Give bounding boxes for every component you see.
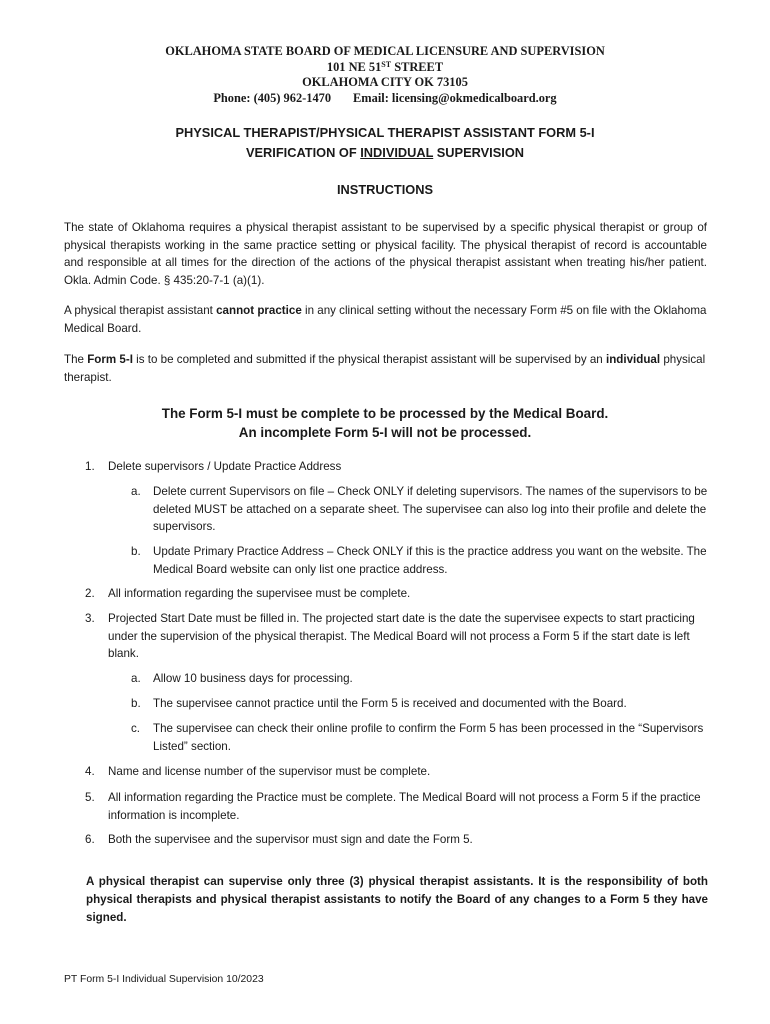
completion-notice [0, 404, 770, 442]
street-ordinal: ST [381, 59, 392, 69]
contact-line [0, 91, 770, 107]
instructions-heading: INSTRUCTIONS [337, 182, 433, 197]
list-text: All information regarding the supervisee must be complete. [108, 587, 411, 600]
bold-text: Form 5-I [87, 353, 133, 366]
form-title-line2 [0, 143, 770, 163]
form-title-line1: PHYSICAL THERAPIST/PHYSICAL THERAPIST ASSISTANT FORM 5-I [175, 125, 595, 140]
street-name: STREET [391, 59, 444, 74]
form-title [0, 123, 770, 162]
list-text: The supervisee can check their online profile to confirm the Form 5 has been processed in the “Supervisors Listed” section. [153, 722, 704, 753]
list-text: Both the supervisee and the supervisor must sign and date the Form 5. [108, 833, 473, 846]
list-number: 2. [85, 587, 95, 600]
email: Email: licensing@okmedicalboard.org [353, 90, 557, 105]
list-text: Allow 10 business days for processing. [153, 672, 353, 685]
list-number: 3. [85, 612, 95, 625]
list-text: All information regarding the Practice must be complete. The Medical Board will not process a Form 5 if the practice information is incomplete. [108, 791, 701, 822]
text: is to be completed and submitted if the physical therapist assistant will be supervised by an [132, 353, 606, 366]
notice-line1: The Form 5-I must be complete to be processed by the Medical Board. [161, 406, 609, 421]
list-number: 5. [85, 791, 95, 804]
street-number: 101 NE 51 [326, 59, 382, 74]
list-text: The supervisee cannot practice until the Form 5 is received and documented with the Board. [153, 697, 627, 710]
list-letter: b. [131, 697, 141, 710]
paragraph-cannot-practice [64, 302, 707, 337]
letterhead [0, 44, 770, 106]
text: in any clinical setting without the necessary Form #5 on file with the Oklahoma Medical Board. [64, 304, 707, 335]
list-number: 6. [85, 833, 95, 846]
list-number: 4. [85, 765, 95, 778]
bold-text: individual [605, 353, 661, 366]
list-text: Delete current Supervisors on file – Check ONLY if deleting supervisors. The names of the supervisors to be deleted MUST be attached on a separate sheet. The supervisee can also log into their profile and delete the supervisors. [153, 485, 708, 534]
list-letter: a. [131, 672, 141, 685]
page-footer: PT Form 5-I Individual Supervision 10/2023 [64, 974, 264, 985]
org-name: OKLAHOMA STATE BOARD OF MEDICAL LICENSURE AND SUPERVISION [165, 44, 605, 58]
list-text: Update Primary Practice Address – Check ONLY if this is the practice address you want on the website. The Medical Board website can only list one practice address. [153, 545, 707, 576]
bold-text: cannot practice [216, 304, 302, 317]
title-suffix: SUPERVISION [433, 144, 525, 160]
title-prefix: VERIFICATION OF [245, 144, 361, 160]
phone: Phone: (405) 962-1470 [213, 90, 332, 105]
title-underlined-word: INDIVIDUAL [360, 144, 434, 160]
list-text: Name and license number of the supervisor must be complete. [108, 765, 431, 778]
list-letter: c. [131, 722, 141, 735]
street-address [0, 60, 770, 76]
text: physical therapist. [64, 353, 706, 384]
supervision-limit-notice: A physical therapist can supervise only three (3) physical therapist assistants. It is the responsibility of both physical therapists and physical therapist assistants to notify the Board of any changes to a Form 5 they have signed. [86, 875, 708, 924]
text: A physical therapist assistant [64, 304, 217, 317]
text: The [64, 353, 88, 366]
list-letter: a. [131, 485, 141, 498]
list-letter: b. [131, 545, 141, 558]
list-number: 1. [85, 460, 95, 473]
paragraph-form-usage [64, 351, 707, 386]
city-line: OKLAHOMA CITY OK 73105 [302, 75, 468, 89]
paragraph-requirement: The state of Oklahoma requires a physical therapist assistant to be supervised by a specific physical therapist or group of physical therapists working in the same practice setting or physical facility. The physical therapist of record is accountable and responsible at all times for the direction of the actions of the physical therapist assistant when treating his/her patient. Okla. Admin Code. § 435:20-7-1 (a)(1). [64, 221, 707, 287]
notice-line2: An incomplete Form 5-I will not be processed. [238, 425, 532, 440]
list-text: Projected Start Date must be filled in. The projected start date is the date the supervisee expects to start practicing under the supervision of the physical therapist. The Medical Board will not process a Form 5 if the start date is left blank. [108, 612, 695, 661]
list-text: Delete supervisors / Update Practice Address [108, 460, 342, 473]
